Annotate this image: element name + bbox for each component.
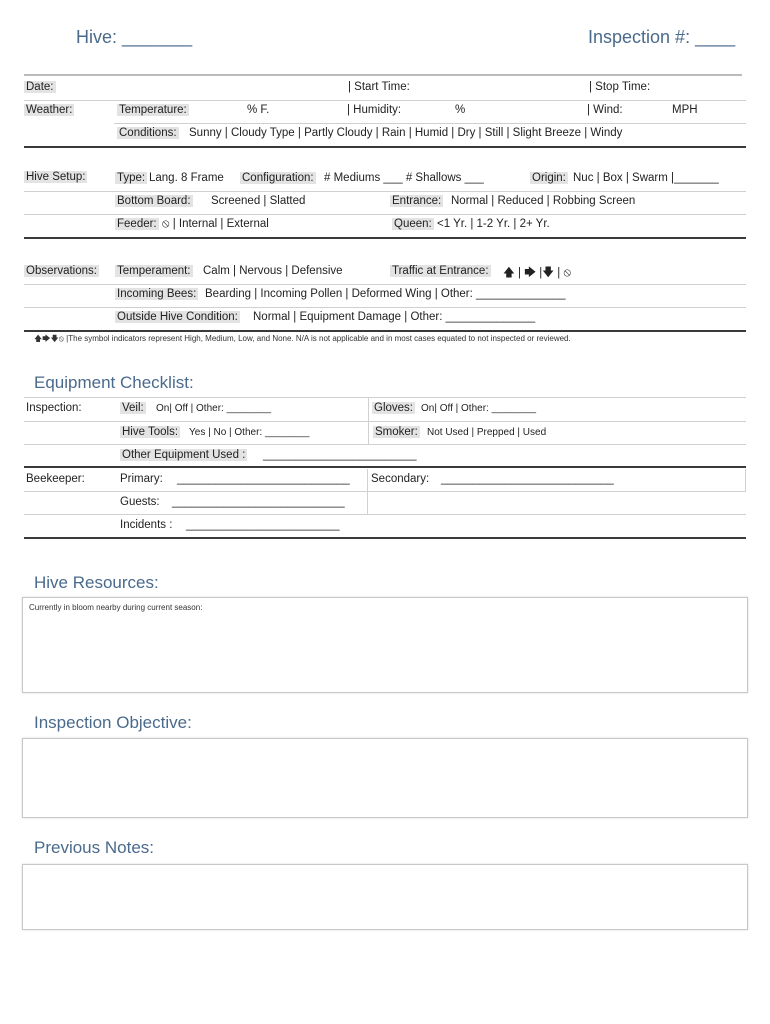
row-divider — [24, 191, 746, 192]
equipment-checklist-title: Equipment Checklist: — [34, 373, 194, 392]
other-equipment-value: ________________________ — [263, 449, 417, 461]
inspection-objective-box[interactable] — [22, 738, 748, 818]
row-divider — [24, 307, 746, 308]
temperament-label: Temperament: — [117, 265, 191, 277]
section-divider — [24, 237, 746, 239]
traffic-value: 🡅 | 🡆 |🡇 | ⦸ — [503, 267, 571, 279]
outside-condition-value: Normal | Equipment Damage | Other: ______________ — [253, 311, 536, 323]
traffic-label: Traffic at Entrance: — [392, 265, 489, 277]
column-divider — [745, 469, 746, 491]
date-label: Date: — [26, 81, 54, 93]
bottom-board-label: Bottom Board: — [117, 195, 191, 207]
temperament-value: Calm | Nervous | Defensive — [203, 265, 343, 277]
gloves-value: On| Off | Other: ________ — [421, 403, 537, 414]
queen-value: <1 Yr. | 1-2 Yr. | 2+ Yr. — [437, 218, 550, 230]
start-time-label: | Start Time: — [348, 81, 410, 93]
origin-value: Nuc | Box | Swarm |_______ — [573, 172, 719, 184]
previous-notes-box[interactable] — [22, 864, 748, 930]
temperature-unit: % F. — [247, 104, 270, 116]
row-divider — [24, 444, 746, 445]
weather-label: Weather: — [26, 104, 73, 116]
humidity-label: | Humidity: — [347, 104, 402, 116]
column-divider — [367, 469, 368, 515]
type-label: Type: — [117, 172, 146, 184]
section-divider — [24, 146, 746, 148]
other-equipment-label: Other Equipment Used : — [122, 449, 246, 461]
incidents-label: Incidents : — [120, 519, 173, 531]
row-divider — [114, 123, 746, 124]
row-divider — [24, 284, 746, 285]
hive-setup-label: Hive Setup: — [26, 171, 86, 183]
stop-time-label: | Stop Time: — [589, 81, 651, 93]
section-divider — [24, 330, 746, 332]
inspection-objective-title: Inspection Objective: — [34, 713, 192, 732]
origin-label: Origin: — [532, 172, 566, 184]
wind-label: | Wind: — [587, 104, 623, 116]
row-divider — [24, 397, 746, 398]
humidity-unit: % — [455, 104, 466, 116]
observations-label: Observations: — [26, 265, 97, 277]
guests-label: Guests: — [120, 496, 160, 508]
primary-label: Primary: — [120, 473, 163, 485]
conditions-label: Conditions: — [119, 127, 177, 139]
hive-title: Hive: _______ — [76, 27, 193, 47]
type-value: Lang. 8 Frame — [149, 172, 224, 184]
smoker-value: Not Used | Prepped | Used — [427, 427, 547, 438]
secondary-label: Secondary: — [371, 473, 430, 485]
inspection-number: Inspection #: ____ — [588, 27, 736, 47]
beekeeper-label: Beekeeper: — [26, 473, 85, 485]
row-divider — [24, 421, 746, 422]
row-divider — [24, 491, 746, 492]
outside-condition-label: Outside Hive Condition: — [117, 311, 238, 323]
row-divider — [24, 100, 746, 101]
symbol-footnote: 🡅🡆🡇⦸ |The symbol indicators represent High, Medium, Low, and None. N/A is not applicable and in most cases equated to not inspected or reviewed. — [34, 334, 571, 343]
conditions-values: Sunny | Cloudy Type | Partly Cloudy | Rain | Humid | Dry | Still | Slight Breeze | Windy — [189, 127, 623, 139]
veil-label: Veil: — [122, 402, 144, 414]
incidents-value: ________________________ — [186, 519, 340, 531]
hive-resources-box[interactable] — [22, 597, 748, 693]
incoming-bees-value: Bearding | Incoming Pollen | Deformed Wing | Other: ______________ — [205, 288, 566, 300]
configuration-value: # Mediums ___ # Shallows ___ — [324, 172, 484, 184]
temperature-label: Temperature: — [119, 104, 187, 116]
primary-value: ___________________________ — [177, 473, 350, 485]
queen-label: Queen: — [394, 218, 432, 230]
guests-value: ___________________________ — [172, 496, 345, 508]
smoker-label: Smoker: — [375, 426, 418, 438]
wind-unit: MPH — [672, 104, 698, 116]
hive-tools-label: Hive Tools: — [122, 426, 179, 438]
feeder-label: Feeder: — [117, 218, 157, 230]
hive-tools-value: Yes | No | Other: ________ — [189, 427, 310, 438]
feeder-value: ⦸ | Internal | External — [162, 218, 269, 230]
secondary-value: ___________________________ — [441, 473, 614, 485]
header-divider — [24, 74, 742, 76]
inspection-label: Inspection: — [26, 402, 82, 414]
gloves-label: Gloves: — [374, 402, 413, 414]
bottom-board-value: Screened | Slatted — [211, 195, 306, 207]
previous-notes-title: Previous Notes: — [34, 838, 154, 857]
entrance-label: Entrance: — [392, 195, 442, 207]
incoming-bees-label: Incoming Bees: — [117, 288, 197, 300]
veil-value: On| Off | Other: ________ — [156, 403, 272, 414]
section-divider — [24, 466, 746, 468]
resources-hint: Currently in bloom nearby during current season: — [29, 603, 203, 612]
configuration-label: Configuration: — [242, 172, 314, 184]
section-divider — [24, 537, 746, 539]
entrance-value: Normal | Reduced | Robbing Screen — [451, 195, 636, 207]
row-divider — [24, 214, 746, 215]
hive-resources-title: Hive Resources: — [34, 573, 159, 592]
row-divider — [24, 514, 746, 515]
